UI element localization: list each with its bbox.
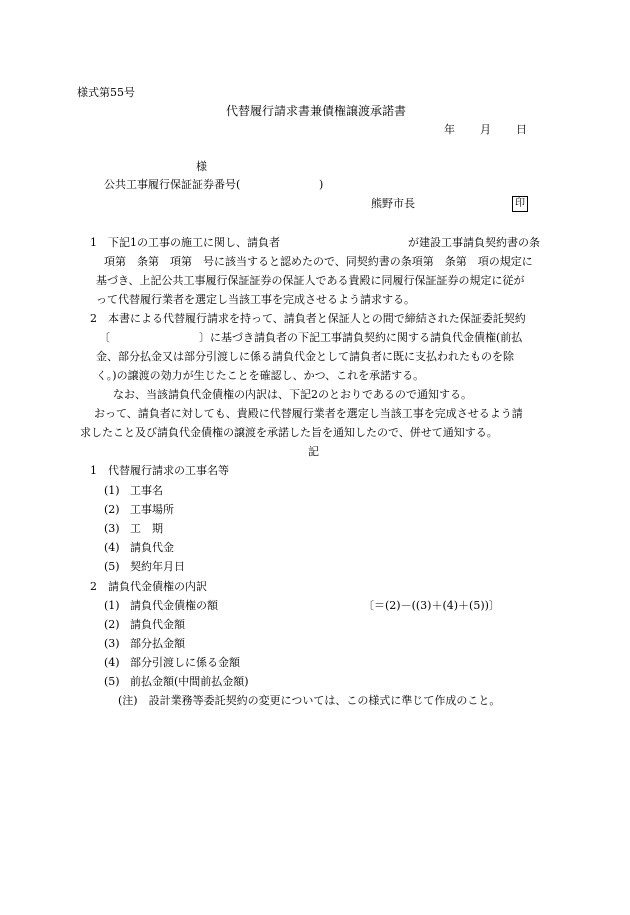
para2-line2b: 〕に基づき請負者の下記工事請負契約に関する請負代金債権(前払 [199, 331, 523, 344]
section2-formula: 〔＝(2)－((3)＋(4)＋(5))〕 [363, 599, 500, 612]
date-day: 日 [516, 123, 527, 136]
para1-line3: 基づき、上記公共工事履行保証証券の保証人である貴殿に同履行保証証券の規定に従が [96, 274, 525, 287]
section2-item-label: 請負代金額 [130, 618, 185, 631]
addressee-suffix: 様 [196, 160, 207, 173]
section1-item-num: (3) [104, 522, 120, 535]
section2-item-label: 部分引渡しに係る金額 [130, 656, 240, 669]
para2-line2a: 〔 [99, 331, 110, 344]
section1-heading: 1 代替履行請求の工事名等 [90, 464, 229, 477]
guarantee-number-label: 公共工事履行保証証券番号( [104, 178, 241, 191]
section1-item-label: 工事名 [130, 484, 163, 497]
para1-line2: 項第 条第 項第 号に該当すると認めたので、同契約書の条項第 条第 項の規定に [104, 255, 533, 268]
para1-line1a: 1 下記1の工事の施工に関し、請負者 [90, 236, 280, 249]
section1-item-label: 請負代金 [130, 541, 174, 554]
section1-item-num: (1) [104, 484, 120, 497]
section1-item-label: 契約年月日 [130, 560, 185, 573]
section1-item-num: (5) [104, 560, 120, 573]
ki-heading: 記 [308, 445, 319, 458]
section1-item-label: 工 期 [130, 522, 163, 535]
section2-item-num: (1) [104, 599, 120, 612]
section1-item-num: (4) [104, 541, 120, 554]
date-year: 年 [444, 123, 455, 136]
guarantee-number-close: ) [319, 178, 324, 191]
document-title: 代替履行請求書兼債権譲渡承諾書 [226, 104, 407, 118]
para4-line1: おって、請負者に対しても、貴殿に代替履行業者を選定し当該工事を完成させるよう請 [94, 407, 523, 420]
para1-line4: って代替履行業者を選定し当該工事を完成させるよう請求する。 [96, 293, 415, 306]
para3: なお、当該請負代金債権の内訳は、下記2のとおりであるので通知する。 [113, 388, 472, 401]
footnote: (注) 設計業務等委託契約の変更については、この様式に準じて作成のこと。 [118, 694, 501, 707]
section1-item-num: (2) [104, 503, 120, 516]
form-number: 様式第55号 [77, 86, 135, 99]
section2-item-num: (4) [104, 656, 120, 669]
section2-item-num: (5) [104, 675, 120, 688]
seal-mark: 印 [512, 196, 528, 212]
section2-heading: 2 請負代金債権の内訳 [90, 580, 207, 593]
para2-line1: 2 本書による代替履行請求を持って、請負者と保証人との間で締結された保証委託契約 [90, 312, 526, 325]
para1-line1b: が建設工事請負契約書の条 [408, 236, 540, 249]
para2-line4: く。)の譲渡の効力が生じたことを確認し、かつ、これを承諾する。 [96, 369, 425, 382]
section2-item-num: (3) [104, 637, 120, 650]
section2-item-label: 請負代金債権の額 [130, 599, 218, 612]
date-month: 月 [480, 123, 491, 136]
para4-line2: 求したこと及び請負代金債権の譲渡を承諾した旨を通知したので、併せて通知する。 [80, 426, 498, 439]
section1-item-label: 工事場所 [130, 503, 174, 516]
section2-item-label: 前払金額(中間前払金額) [130, 675, 249, 688]
section2-item-num: (2) [104, 618, 120, 631]
issuer-name: 熊野市長 [371, 197, 415, 210]
section2-item-label: 部分払金額 [130, 637, 185, 650]
para2-line3: 金、部分払金又は部分引渡しに係る請負代金として請負者に既に支払われたものを除 [96, 350, 514, 363]
